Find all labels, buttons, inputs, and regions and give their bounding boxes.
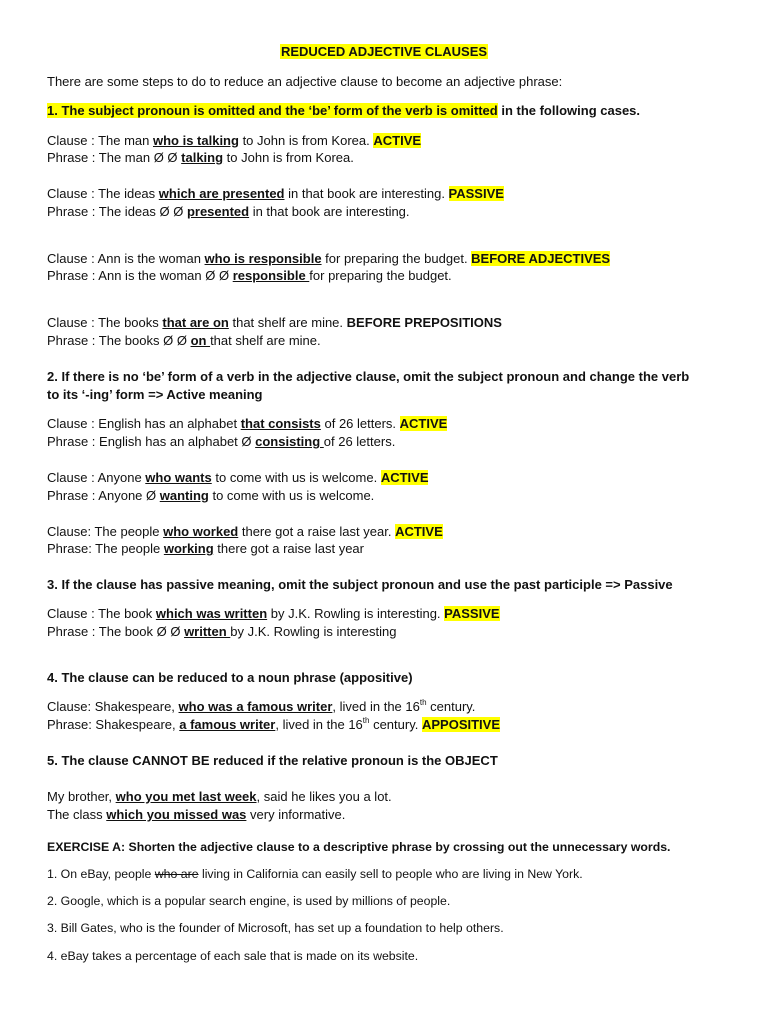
text-segment: on xyxy=(190,333,211,348)
step1-heading xyxy=(47,102,640,119)
text-segment: which was written xyxy=(155,606,268,621)
text-segment: by J.K. Rowling is interesting xyxy=(230,624,397,639)
text-segment: Clause : Ann is the woman xyxy=(47,251,205,266)
text-segment: Phrase : Anyone Ø xyxy=(47,488,160,503)
text-segment: Clause : The ideas xyxy=(47,186,159,201)
text-segment: Phrase : The ideas Ø Ø xyxy=(47,204,187,219)
text-segment: who is talking xyxy=(152,133,239,148)
step4-heading: 4. The clause can be reduced to a noun phrase (appositive) xyxy=(47,670,413,685)
text-segment: which you missed was xyxy=(106,807,247,822)
example-phrase xyxy=(47,149,354,166)
before-prepositions-tag: BEFORE PREPOSITIONS xyxy=(346,315,502,330)
exercise-heading: EXERCISE A: Shorten the adjective clause to a descriptive phrase by crossing out the unnecessary words. xyxy=(47,840,671,854)
passive-tag: PASSIVE xyxy=(444,606,500,621)
text-segment: who worked xyxy=(163,524,239,539)
example-clause xyxy=(47,469,428,486)
text-segment: century. xyxy=(426,699,476,714)
text-segment: which are presented xyxy=(158,186,285,201)
example-clause xyxy=(47,314,502,331)
text-segment: REDUCED ADJECTIVE CLAUSES xyxy=(280,44,488,59)
text-segment: of 26 letters. xyxy=(320,416,400,431)
appositive-tag: APPOSITIVE xyxy=(421,717,501,732)
text-segment: to John is from Korea. xyxy=(223,150,354,165)
text-segment: responsible xyxy=(232,268,310,283)
example-phrase xyxy=(47,540,364,557)
active-tag: ACTIVE xyxy=(399,416,448,431)
example-clause xyxy=(47,523,443,540)
text-segment: th xyxy=(362,715,370,725)
text-segment: very informative. xyxy=(246,807,346,822)
text-segment: 1. On eBay, people xyxy=(47,867,155,881)
text-segment: Clause : The books xyxy=(47,315,163,330)
text-segment: , lived in the 16 xyxy=(332,699,420,714)
text-segment: , lived in the 16 xyxy=(275,717,363,732)
text-segment: who was a famous writer xyxy=(178,699,333,714)
text-segment: that are on xyxy=(162,315,229,330)
example-clause xyxy=(47,132,421,149)
text-segment: by J.K. Rowling is interesting. xyxy=(267,606,445,621)
text-segment: Phrase : English has an alphabet Ø xyxy=(47,434,256,449)
text-segment: there got a raise last year xyxy=(213,541,364,556)
text-segment: talking xyxy=(181,150,224,165)
step2-heading-continued: to its ‘-ing’ form => Active meaning xyxy=(47,387,263,402)
intro-text: There are some steps to do to reduce an adjective clause to become an adjective phrase: xyxy=(47,74,563,89)
text-segment: Clause : Anyone xyxy=(47,470,146,485)
text-segment: Clause : The book xyxy=(47,606,156,621)
text-segment: 1. The subject pronoun is omitted and the ‘be’ form of the verb is omitted xyxy=(47,103,498,118)
example-phrase xyxy=(47,267,452,284)
text-segment: presented xyxy=(186,204,250,219)
text-segment: consisting xyxy=(255,434,324,449)
step3-heading: 3. If the clause has passive meaning, omit the subject pronoun and use the past participle => Passive xyxy=(47,577,673,592)
text-segment: Clause: The people xyxy=(47,524,164,539)
text-segment: Phrase: The people xyxy=(47,541,164,556)
text-segment: to come with us is welcome. xyxy=(208,488,375,503)
example-clause xyxy=(47,415,447,432)
text-segment: century. xyxy=(369,717,422,732)
example-phrase xyxy=(47,203,410,220)
text-segment: who is responsible xyxy=(204,251,322,266)
appositive-clause xyxy=(47,698,475,715)
appositive-phrase xyxy=(47,716,500,733)
example-clause xyxy=(47,605,500,622)
text-segment: in that book are interesting. xyxy=(249,204,410,219)
text-segment: of 26 letters. xyxy=(323,434,396,449)
text-segment: Clause : English has an alphabet xyxy=(47,416,241,431)
active-tag: ACTIVE xyxy=(380,470,429,485)
example-phrase xyxy=(47,332,321,349)
text-segment: Clause : The man xyxy=(47,133,153,148)
example-phrase xyxy=(47,433,395,450)
active-tag: ACTIVE xyxy=(373,133,422,148)
object-example xyxy=(47,806,345,823)
text-segment: who you met last week xyxy=(115,789,257,804)
exercise-item: 3. Bill Gates, who is the founder of Microsoft, has set up a foundation to help others. xyxy=(47,921,504,935)
exercise-item: 2. Google, which is a popular search engine, is used by millions of people. xyxy=(47,894,451,908)
step2-heading: 2. If there is no ‘be’ form of a verb in the adjective clause, omit the subject pronoun and change the verb xyxy=(47,369,690,384)
text-segment: Clause: Shakespeare, xyxy=(47,699,179,714)
before-adjectives-tag: BEFORE ADJECTIVES xyxy=(471,251,611,266)
page-title xyxy=(0,43,768,60)
text-segment: for preparing the budget. xyxy=(309,268,452,283)
example-clause xyxy=(47,250,610,267)
text-segment: that consists xyxy=(240,416,321,431)
text-segment: to come with us is welcome. xyxy=(211,470,381,485)
example-phrase xyxy=(47,623,396,640)
text-segment: who wants xyxy=(145,470,212,485)
text-segment: in that book are interesting. xyxy=(284,186,449,201)
example-phrase xyxy=(47,487,374,504)
text-segment: to John is from Korea. xyxy=(238,133,374,148)
text-segment: Phrase : The man Ø Ø xyxy=(47,150,182,165)
exercise-item xyxy=(47,866,583,883)
text-segment: for preparing the budget. xyxy=(321,251,472,266)
text-segment: th xyxy=(419,697,427,707)
text-segment: that shelf are mine. xyxy=(228,315,347,330)
exercise-item: 4. eBay takes a percentage of each sale that is made on its website. xyxy=(47,949,419,963)
text-segment: working xyxy=(163,541,214,556)
active-tag: ACTIVE xyxy=(395,524,443,539)
passive-tag: PASSIVE xyxy=(448,186,504,201)
text-segment: living in California can easily sell to people who are living in New York. xyxy=(198,867,583,881)
crossed-out-words: who are xyxy=(154,867,199,881)
text-segment: Phrase : The book Ø Ø xyxy=(47,624,185,639)
step5-heading: 5. The clause CANNOT BE reduced if the relative pronoun is the OBJECT xyxy=(47,753,498,768)
text-segment: My brother, xyxy=(47,789,116,804)
example-clause xyxy=(47,185,504,202)
text-segment: in the following cases. xyxy=(497,103,641,118)
text-segment: Phrase : The books Ø Ø xyxy=(47,333,191,348)
text-segment: written xyxy=(184,624,231,639)
text-segment: there got a raise last year. xyxy=(238,524,396,539)
text-segment: that shelf are mine. xyxy=(210,333,321,348)
object-example xyxy=(47,788,392,805)
text-segment: , said he likes you a lot. xyxy=(256,789,392,804)
text-segment: wanting xyxy=(159,488,209,503)
text-segment: The class xyxy=(47,807,107,822)
text-segment: Phrase: Shakespeare, xyxy=(47,717,180,732)
text-segment: Phrase : Ann is the woman Ø Ø xyxy=(47,268,233,283)
text-segment: a famous writer xyxy=(179,717,276,732)
